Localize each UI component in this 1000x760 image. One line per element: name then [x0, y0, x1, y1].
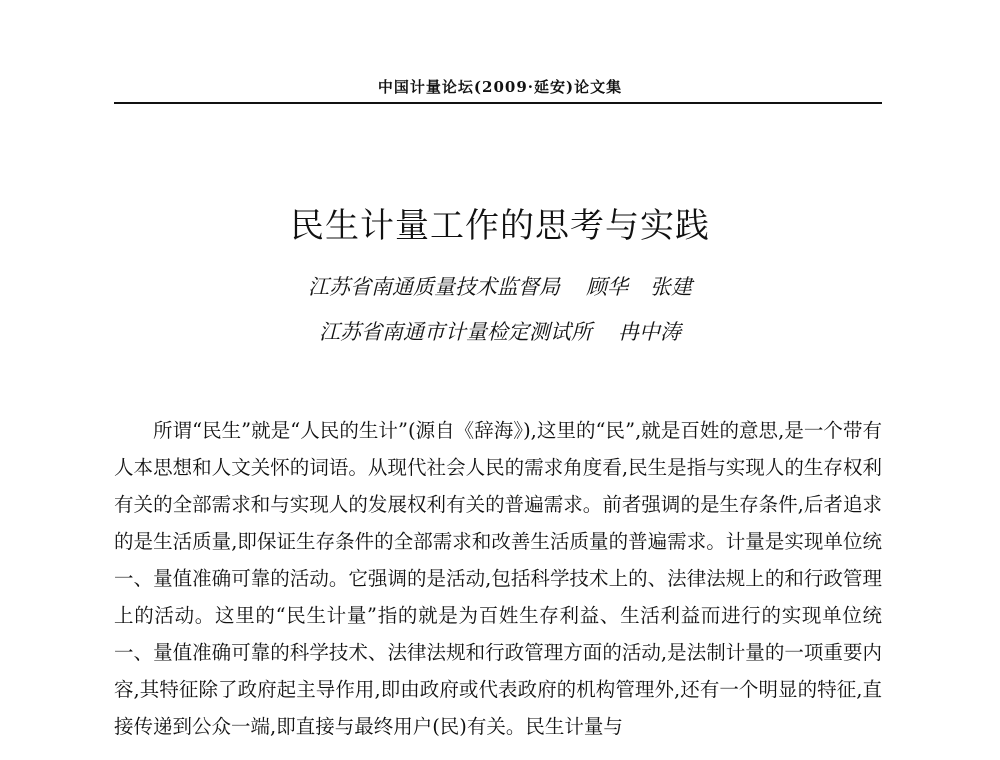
- author-affiliation-2: 江苏省南通市计量检定测试所: [319, 320, 592, 344]
- article-title: 民生计量工作的思考与实践: [290, 206, 710, 246]
- running-header-title: 中国计量论坛(2009·延安)论文集: [377, 78, 623, 96]
- author-affiliation-1: 江苏省南通质量技术监督局: [308, 275, 560, 299]
- author-line-2: [0, 316, 1000, 346]
- body-paragraph: 所谓“民生”就是“人民的生计”(源自《辞海》),这里的“民”,就是百姓的意思,是一个带有人本思想和人文关怀的词语。从现代社会人民的需求角度看,民生是指与实现人的生存权利有关的全部需求和与实现人的发展权利有关的普遍需求。前者强调的是生存条件,后者追求的是生活质量,即保证生存条件的全部需求和改善生活质量的普遍需求。计量是实现单位统一、量值准确可靠的活动。它强调的是活动,包括科学技术上的、法律法规上的和行政管理上的活动。这里的“民生计量”指的就是为百姓生存利益、生活利益而进行的实现单位统一、量值准确可靠的科学技术、法律法规和行政管理方面的活动,是法制计量的一项重要内容,其特征除了政府起主导作用,即由政府或代表政府的机构管理外,还有一个明显的特征,直接传递到公众一端,即直接与最终用户(民)有关。民生计量与: [114, 419, 882, 738]
- header-rule: [114, 102, 882, 104]
- author-name: 冉中涛: [618, 320, 681, 344]
- author-line-1: [0, 271, 1000, 301]
- author-name: 顾华: [586, 275, 628, 299]
- author-name: 张建: [650, 275, 692, 299]
